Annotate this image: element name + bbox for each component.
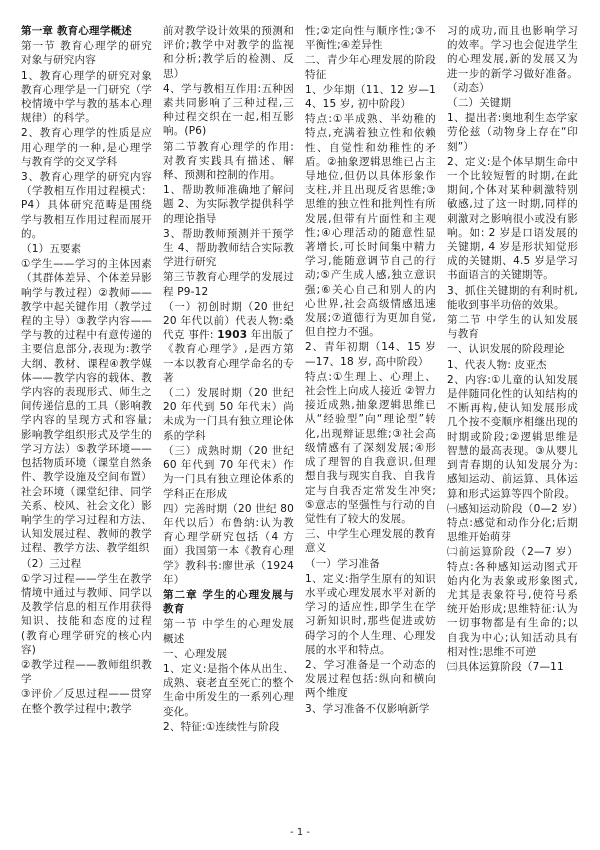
paragraph: （二）发展时期（20 世纪 20 年代到 50 年代末）尚未成为一门具有独立理论体系的学科 [163,387,294,442]
chapter-heading: 第一章 教育心理学概述 [21,25,132,37]
paragraph: ②教学过程——教师组织教学 [21,658,152,686]
paragraph-text: 年出版了《教育心理学》,是西方第一本以教育心理学命名的专著 [163,329,294,384]
paragraph-text: （一）初创时期（20 世纪 20 年代以前）代表人物:桑代克 事件: [163,300,294,342]
paragraph: 1、少年期（11、12 岁—14、15 岁, 初中阶段） [305,83,436,111]
paragraph: 四）完善时期（20 世纪 80 年代以后）布鲁纳:认为教育心理学研究包括（4 方面）我国第一本《教育心理学》教科书:廖世承（1924 年） [163,502,294,586]
paragraph: 1、提出者:奥地利生态学家劳伦兹（动物身上存在“印刻”） [447,112,578,153]
text-column-3 [305,24,436,820]
paragraph: ①学习过程——学生在教学情境中通过与教师、同学以及教学信息的相互作用获得知识、技能和态度的过程(教育心理学研究的核心内容) [21,572,152,656]
list-heading: （1）五要素 [21,243,82,256]
paragraph: 2、定义:是个体早期生命中一个比较短暂的时期,在此期间,个体对某种刺激特别敏感,过了这一时期,同样的刺激对之影响很小或没有影响。如: 2 岁是口语发展的关键期, 4 岁是形状知觉形成的关键期、4.5 岁是学习书面语言的关键期等。 [447,155,578,282]
sub-heading: 一、心理发展 [163,647,228,660]
paragraph: ㈡前运算阶段（2—7 岁）特点:各种感知运动图式开始内化为表象或形象图式,尤其是表象符号,使符号系统开始形成;思维特征:认为一切事物都是有生命的;以自我为中心;认知活动具有相对性;思维不可逆 [447,546,578,658]
section-heading: 第二节 中学生的认知发展与教育 [447,314,578,341]
page-number: - 1 - [290,827,310,838]
section-heading: 第二节教育心理学的作用:对教育实践具有描述、解释、预测和控制的作用。 [163,140,294,182]
text-column-2 [163,24,294,820]
sub-heading: 三、中学生心理发展的教育意义 [305,528,436,555]
paragraph: 3、教育心理学的研究内容（学教相互作用过程模式：P4）具体研究范畴是围绕学与教相互作用过程而展开的。 [21,171,152,240]
text-columns [21,24,579,820]
paragraph: ㈠感知运动阶段（0—2 岁）特点:感觉和动作分化;后期思维开始萌芽 [447,502,578,544]
paragraph [163,300,294,385]
paragraph: 2、学习准备是一个动态的发展过程包括:纵向和横向两个维度 [305,658,436,700]
section-heading: 第一节 教育心理学的研究对象与研究内容 [21,40,152,67]
paragraph: ㈢具体运算阶段（7—11 [447,660,564,673]
sub-heading: 二、青少年心理发展的阶段特征 [305,54,436,81]
paragraph: 4、学与教相互作用:五种因素共同影响了三种过程,三种过程交织在一起,相互影响。(P6) [163,82,294,138]
text-column-4 [447,24,578,820]
section-heading: 第三节教育心理学的发展过程 P9-12 [163,271,294,298]
paragraph: 2、内容:①儿童的认知发展是伴随同化性的认知结构的不断再构,使认知发展形成几个按不变顺序相继出现的时期或阶段;②逻辑思维是智慧的最高表现。③从婴儿到青春期的认知发展分为:感知运动、前运算、具体运算和形式运算等四个阶段。 [447,373,578,500]
paragraph: 3、帮助教师预测并干预学生 4、帮助教师结合实际教学进行研究 [163,227,294,269]
paragraph: 2、教育心理学的性质是应用心理学的一种,是心理学与教育学的交叉学科 [21,127,152,168]
chapter-heading: 第二章 学生的心理发展与教育 [163,588,294,616]
paragraph: 1、教育心理学的研究对象 教育心理学是一门研究（学校情境中学与教的基本心理规律）的科学。 [21,69,152,125]
paragraph: 习的成功,而且也影响学习的效率。学习也会促进学生的心理发展,新的发展又为进一步的新学习做好准备。（动态） [447,25,578,94]
paragraph: ①学生——学习的主体因素（其群体差异、个体差异影响学与教过程）②教师——教学中起关键作用（教学过程的主导）③教学内容——学与教的过程中有意传递的主要信息部分,表现为:教学大纲、教材、课程④教学媒体——教学内容的载体、教学内容的表现形式、师生之间传递信息的工具（影响教学内容的呈现方式和容量;影响教学组织形式及学生的学习方法）⑤教学环境——包括物质环境（课堂自然条件、教学设施及空间布置）社会环境（课堂纪律、同学关系、校风、社会文化）影响学生的学习过程和方法、认知发展过程、教师的教学过程、教学方法、教学组织 [21,258,152,555]
paragraph: 1、帮助教师准确地了解问题 2、为实际教学提供科学的理论指导 [163,184,294,225]
sub-heading: 一、认识发展的阶段理论 [447,343,565,356]
paragraph: 1、定义:是指个体从出生、成熟、衰老直至死亡的整个生命中所发生的一系列心理变化。 [163,662,294,718]
paragraph: 前对教学设计效果的预测和评价;教学中对教学的监视和分析;教学后的检测、反思） [163,25,294,80]
paragraph: （三）成熟时期（20 世纪 60 年代到 70 年代末）作为一门具有独立理论体系的学科正在形成 [163,444,294,500]
paragraph: 2、青年初期（14、15 岁—17、18 岁, 高中阶段） [305,341,436,368]
paragraph: 2、特征:①连续性与阶段 [163,720,280,733]
list-heading: （二）关键期 [447,97,512,110]
text-column-1 [21,24,152,820]
section-heading: 第一节 中学生的心理发展概述 [163,618,294,645]
list-heading: （2）三过程 [21,557,82,570]
paragraph: 3、抓住关键期的有利时机,能收到事半功倍的效果。 [447,284,578,311]
paragraph: ③评价／反思过程——贯穿在整个教学过程中;教学 [21,688,152,715]
paragraph: 1、定义:指学生原有的知识水平或心理发展水平对新的学习的适应性,即学生在学习新知识时,那些促进或妨碍学习的个人生理、心理发展的水平和特点。 [305,572,436,656]
paragraph: 1、代表人物: 皮亚杰 [447,358,547,371]
paragraph: 特点:①生理上、心理上、社会性上向成人接近 ②智力接近成熟,抽象逻辑思维已从“经验型”向“理论型”转化,出现辩证思维;③社会高级情感有了深刻发展;④形成了理智的自我意识,但理想自我与现实自我、自我肯定与自我否定常发生冲突;⑤意志的坚强性与行动的自觉性有了较大的发展。 [305,370,436,525]
list-heading: （一）学习准备 [305,557,380,570]
paragraph: 特点:①半成熟、半幼稚的特点,充满着独立性和依赖性、自觉性和幼稚性的矛盾。②抽象逻辑思维已占主导地位,但仍以具体形象作支柱,并且出现反省思维;③思维的独立性和批判性有所发展,但带有片面性和主观性;④心理活动的随意性显著增长,可长时间集中精力学习,能随意调节自己的行动;⑤产生成人感,独立意识强;⑥关心自己和别人的内心世界,社会高级情感迅速发展;⑦道德行为更加自觉,但自控力不强。 [305,113,436,339]
highlighted-year: 1903 [217,329,248,342]
paragraph: 性;②定向性与顺序性;③不平衡性;④差异性 [305,25,436,52]
paragraph: 3、学习准备不仅影响新学 [305,702,430,715]
